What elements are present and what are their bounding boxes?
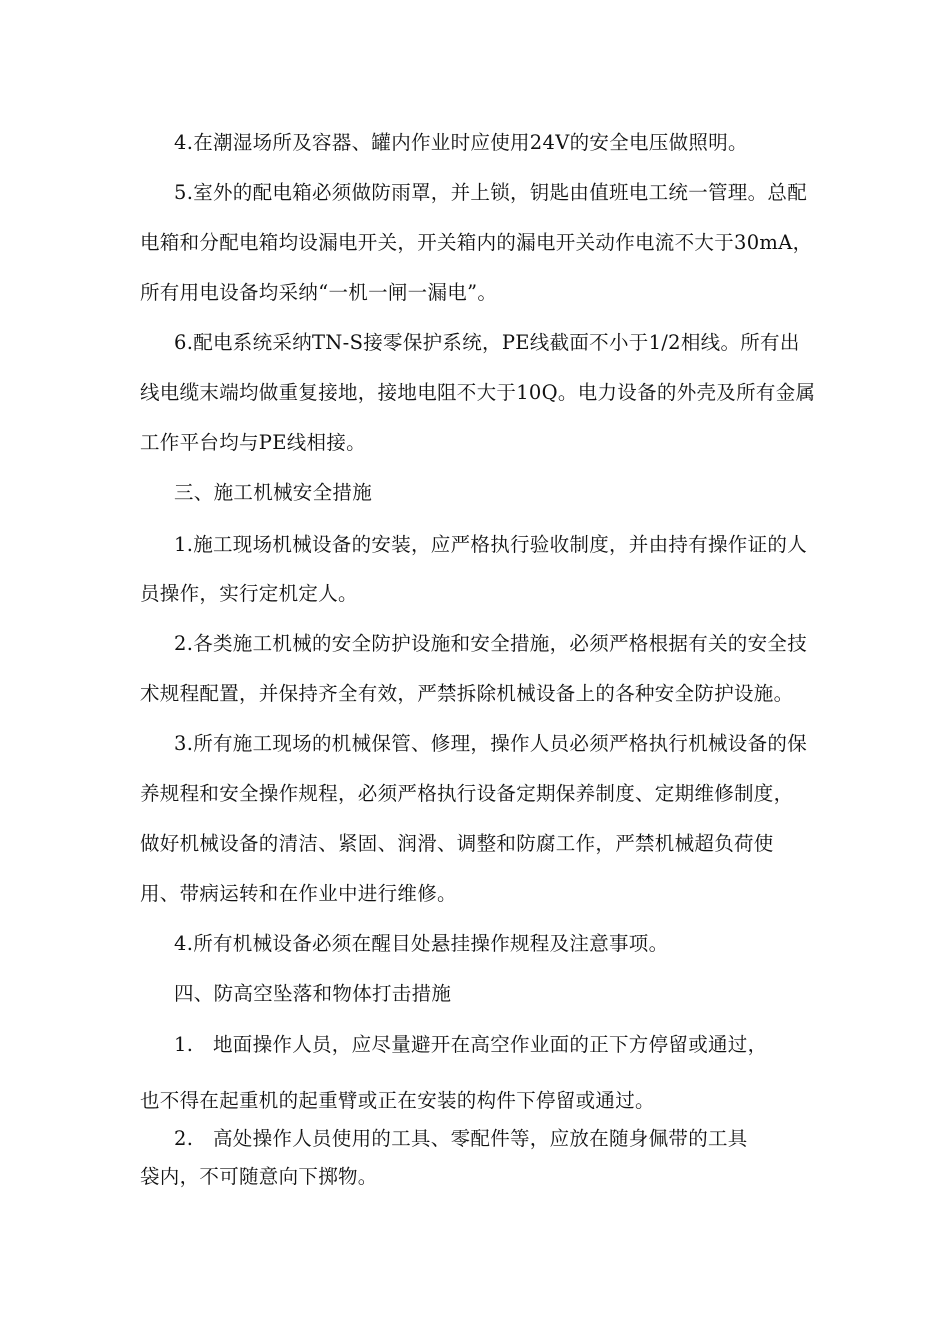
text-line: 员操作，实行定机定人。: [140, 582, 358, 605]
text-line: 1.施工现场机械设备的安装，应严格执行验收制度，并由持有操作证的人: [174, 533, 808, 556]
text-line: 用、带病运转和在作业中进行维修。: [140, 882, 457, 905]
text-line: 也不得在起重机的起重臂或正在安装的构件下停留或通过。: [140, 1089, 655, 1112]
text-line: 2.各类施工机械的安全防护设施和安全措施，必须严格根据有关的安全技: [174, 632, 808, 655]
text-line: 5.室外的配电箱必须做防雨罩，并上锁，钥匙由值班电工统一管理。总配: [174, 181, 808, 204]
text-line: 1. 地面操作人员，应尽量避开在高空作业面的正下方停留或通过，: [174, 1033, 768, 1056]
text-line: 6.配电系统采纳TN-S接零保护系统，PE线截面不小于1/2相线。所有出: [174, 331, 800, 354]
section-heading: 三、施工机械安全措施: [174, 481, 373, 504]
text-line: 袋内，不可随意向下掷物。: [140, 1165, 378, 1188]
text-line: 做好机械设备的清洁、紧固、润滑、调整和防腐工作，严禁机械超负荷使: [140, 832, 774, 855]
text-line: 2. 高处操作人员使用的工具、零配件等，应放在随身佩带的工具: [174, 1127, 748, 1150]
text-line: 线电缆末端均做重复接地，接地电阻不大于10Q。电力设备的外壳及所有金属: [140, 381, 816, 404]
text-line: 养规程和安全操作规程，必须严格执行设备定期保养制度、定期维修制度，: [140, 782, 794, 805]
text-line: 术规程配置，并保持齐全有效，严禁拆除机械设备上的各种安全防护设施。: [140, 682, 794, 705]
section-heading: 四、防高空坠落和物体打击措施: [174, 982, 452, 1005]
text-line: 4.所有机械设备必须在醒目处悬挂操作规程及注意事项。: [174, 932, 669, 955]
text-line: 4.在潮湿场所及容器、罐内作业时应使用24V的安全电压做照明。: [174, 131, 748, 154]
text-line: 3.所有施工现场的机械保管、修理，操作人员必须严格执行机械设备的保: [174, 732, 808, 755]
text-line: 工作平台均与PE线相接。: [140, 431, 366, 454]
text-line: 电箱和分配电箱均设漏电开关，开关箱内的漏电开关动作电流不大于30mA，: [140, 231, 813, 254]
text-line: 所有用电设备均采纳“一机一闸一漏电”。: [140, 281, 498, 304]
